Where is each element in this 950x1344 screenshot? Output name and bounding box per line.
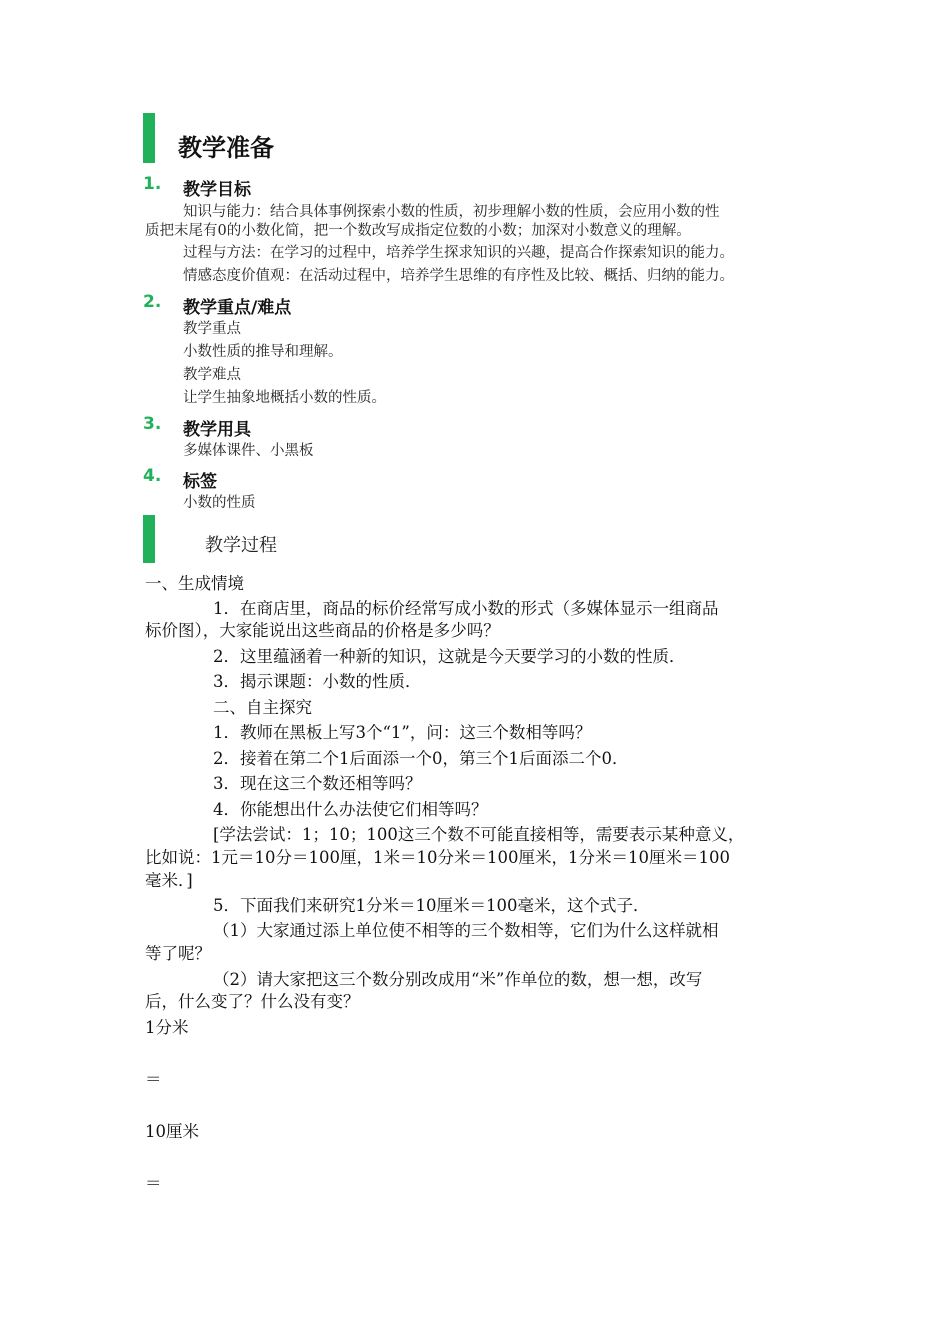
goal-line: 质把末尾有0的小数化简，把一个数改写成指定位数的小数；加深对小数意义的理解。 (145, 223, 691, 239)
section-bar-prep (143, 113, 155, 163)
keypoint-line: 小数性质的推导和理解。 (183, 344, 343, 360)
process-line: 二、自主探究 (213, 698, 312, 717)
process-line: 后，什么变了？什么没有变？ (145, 992, 360, 1011)
process-line: （1）大家通过添上单位使不相等的三个数相等，它们为什么这样就相 (213, 921, 719, 940)
process-line: ＝ (145, 1070, 162, 1089)
process-line: 毫米．] (145, 871, 193, 890)
heading-goals: 教学目标 (183, 180, 251, 200)
process-line: 一、生成情境 (145, 574, 244, 593)
tools-text: 多媒体课件、小黑板 (183, 443, 314, 459)
process-line: （2）请大家把这三个数分别改成用“米”作单位的数，想一想，改写 (213, 970, 703, 989)
heading-number: 4. (143, 466, 162, 486)
heading-tags: 标签 (183, 472, 217, 492)
keypoint-line: 教学难点 (183, 367, 241, 383)
tags-text: 小数的性质 (183, 495, 256, 511)
process-line: 2．接着在第二个1后面添一个0，第三个1后面添二个0． (213, 749, 629, 768)
process-line: 比如说：1元＝10分＝100厘，1米＝10分米＝100厘米，1分米＝10厘米＝100 (145, 848, 730, 867)
process-line: [学法尝试：1；10；100这三个数不可能直接相等，需要表示某种意义， (213, 825, 745, 844)
process-line: 4．你能想出什么办法使它们相等吗？ (213, 800, 488, 819)
process-line: 10厘米 (145, 1122, 199, 1141)
process-line: 等了呢？ (145, 944, 211, 963)
process-line: ＝ (145, 1174, 162, 1193)
section-title-prep: 教学准备 (178, 134, 274, 162)
process-line: 3．揭示课题：小数的性质． (213, 672, 422, 691)
process-line: 2．这里蕴涵着一种新的知识，这就是今天要学习的小数的性质． (213, 647, 686, 666)
goal-line: 情感态度价值观：在活动过程中，培养学生思维的有序性及比较、概括、归纳的能力。 (183, 268, 734, 284)
heading-number: 3. (143, 414, 162, 434)
goal-line: 知识与能力：结合具体事例探索小数的性质，初步理解小数的性质，会应用小数的性 (183, 204, 720, 220)
section-title-process: 教学过程 (205, 535, 277, 556)
process-line: 1．在商店里，商品的标价经常写成小数的形式（多媒体显示一组商品 (213, 599, 719, 618)
keypoint-line: 教学重点 (183, 321, 241, 337)
heading-keypoints: 教学重点/难点 (183, 298, 292, 318)
section-bar-process (143, 515, 155, 563)
keypoint-line: 让学生抽象地概括小数的性质。 (183, 390, 386, 406)
goal-line: 过程与方法：在学习的过程中，培养学生探求知识的兴趣，提高合作探索知识的能力。 (183, 245, 734, 261)
heading-number: 2. (143, 292, 162, 312)
process-line: 1．教师在黑板上写3个“1”，问：这三个数相等吗？ (213, 723, 592, 742)
heading-number: 1. (143, 174, 162, 194)
process-line: 5．下面我们来研究1分米＝10厘米＝100毫米，这个式子． (213, 896, 650, 915)
process-line: 3．现在这三个数还相等吗？ (213, 774, 422, 793)
process-line: 1分米 (145, 1018, 189, 1037)
process-line: 标价图），大家能说出这些商品的价格是多少吗？ (145, 621, 500, 640)
heading-tools: 教学用具 (183, 420, 251, 440)
